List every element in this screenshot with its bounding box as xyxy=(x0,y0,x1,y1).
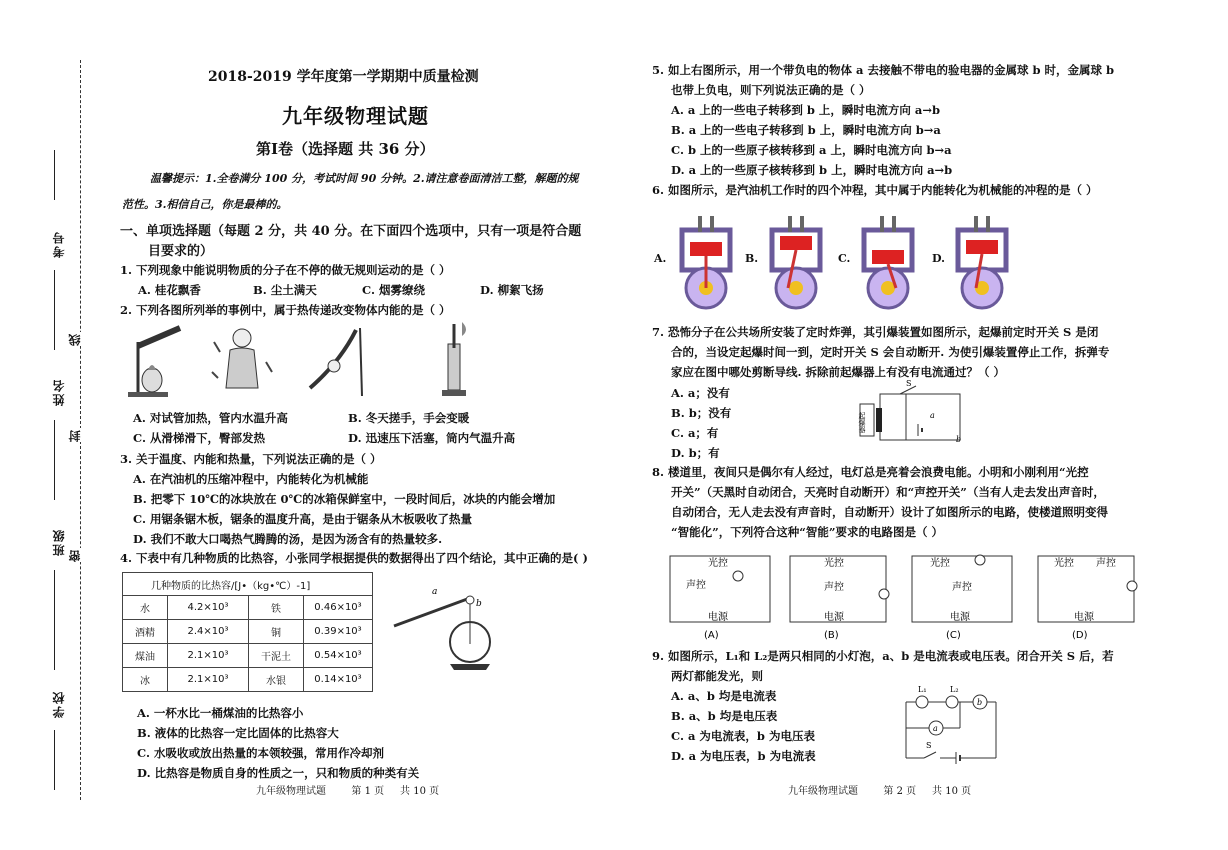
engine-stroke-b xyxy=(758,210,834,310)
question-3: 3. 关于温度、内能和热量，下列说法正确的是（ ） xyxy=(120,452,382,466)
q2-figure-d-piston xyxy=(432,320,476,400)
q4-option-c: C. 水吸收或放出热量的本领较强，常用作冷却剂 xyxy=(137,746,384,760)
q6-label-a: A. xyxy=(654,252,667,265)
question-6: 6. 如图所示，是汽油机工作时的四个冲程，其中属于内能转化为机械能的冲程的是（ ） xyxy=(652,183,1098,197)
label-power: 电源 xyxy=(824,612,844,623)
margin-xingming: 姓名 xyxy=(52,378,66,406)
label-light-control: 光控 xyxy=(708,558,728,569)
table-cell: 0.46×10³ xyxy=(304,596,373,620)
label-sound-control: 声控 xyxy=(952,582,972,593)
table-cell: 2.1×10³ xyxy=(168,668,249,692)
margin-kaohao: 考号 xyxy=(52,230,66,258)
question-9: 9. 如图所示，L₁和 L₂是两只相同的小灯泡，a、b 是电流表或电压表。闭合开关 S 后，若 xyxy=(652,649,1114,663)
label-option: (C) xyxy=(946,630,961,641)
table-cell: 水银 xyxy=(249,668,304,692)
label-b: b xyxy=(476,599,482,609)
label-option: (D) xyxy=(1072,630,1088,641)
question-8-cont-1: 开关”（天黑时自动闭合，天亮时自动断开）和“声控开关”（当有人走去发出声音时， xyxy=(671,485,1105,499)
q6-label-b: B. xyxy=(745,252,759,265)
q5-option-d: D. a 上的一些原子核转移到 b 上，瞬时电流方向 a→b xyxy=(671,163,953,177)
q2-option-d: D. 迅速压下活塞，筒内气温升高 xyxy=(348,431,516,445)
margin-xian: 线 xyxy=(68,332,82,346)
label-sound-control: 声控 xyxy=(824,582,844,593)
q1-option-c: C. 烟雾缭绕 xyxy=(362,283,425,297)
question-5-cont: 也带上负电，则下列说法正确的是（ ） xyxy=(671,83,871,97)
q2-option-a: A. 对试管加热，管内水温升高 xyxy=(133,411,288,425)
q1-option-a: A. 桂花飘香 xyxy=(138,283,201,297)
question-2: 2. 下列各图所列举的事例中，属于热传递改变物体内能的是（ ） xyxy=(120,303,451,317)
table-row xyxy=(123,596,373,620)
table-cell: 4.2×10³ xyxy=(168,596,249,620)
label-b: b xyxy=(977,698,983,707)
label-a: a xyxy=(933,724,938,733)
q9-option-b: B. a、b 均是电压表 xyxy=(671,709,778,723)
q3-option-c: C. 用锯条锯木板，锯条的温度升高，是由于锯条从木板吸收了热量 xyxy=(133,512,472,526)
label-b: b xyxy=(956,435,962,444)
question-9-cont: 两灯都能发光，则 xyxy=(671,669,763,683)
table-cell: 0.14×10³ xyxy=(304,668,373,692)
table-cell: 冰 xyxy=(123,668,168,692)
q8-circuit-a xyxy=(664,548,776,642)
question-5: 5. 如上右图所示，用一个带负电的物体 a 去接触不带电的验电器的金属球 b 时，金属球 b xyxy=(652,63,1115,77)
page-footer-2: 九年级物理试题 第 2 页 共 10 页 xyxy=(788,786,972,797)
electroscope-figure xyxy=(390,584,500,672)
q7-option-a: A. a；没有 xyxy=(671,386,730,400)
q3-option-d: D. 我们不敢大口喝热气腾腾的汤，是因为汤含有的热量较多. xyxy=(133,532,443,546)
table-header: 几种物质的比热容/[J•（kg•℃）-1] xyxy=(123,573,373,596)
q1-option-b: B. 尘土满天 xyxy=(253,283,317,297)
q6-label-c: C. xyxy=(838,252,851,265)
q3-option-a: A. 在汽油机的压缩冲程中，内能转化为机械能 xyxy=(133,472,369,486)
question-4: 4. 下表中有几种物质的比热容，小张同学根据提供的数据得出了四个结论，其中正确的是( ) xyxy=(120,551,588,565)
q2-option-c: C. 从滑梯滑下，臀部发热 xyxy=(133,431,265,445)
q9-circuit-figure xyxy=(900,682,1004,764)
page-footer-1: 九年级物理试题 第 1 页 共 10 页 xyxy=(256,786,440,797)
margin-feng: 封 xyxy=(68,428,82,442)
q9-option-a: A. a、b 均是电流表 xyxy=(671,689,777,703)
margin-xuexiao: 学校 xyxy=(52,690,66,718)
q1-option-d: D. 柳絮飞扬 xyxy=(480,283,544,297)
question-1: 1. 下列现象中能说明物质的分子在不停的做无规则运动的是（ ） xyxy=(120,263,451,277)
q5-option-a: A. a 上的一些电子转移到 b 上，瞬时电流方向 a→b xyxy=(671,103,941,117)
label-power: 电源 xyxy=(950,612,970,623)
q9-option-d: D. a 为电压表，b 为电流表 xyxy=(671,749,816,763)
engine-stroke-a xyxy=(668,210,744,310)
table-row xyxy=(123,668,373,692)
table-cell: 酒精 xyxy=(123,620,168,644)
label-a: a xyxy=(432,587,438,597)
bomb-circuit-figure xyxy=(856,380,966,450)
label-light-control: 光控 xyxy=(1054,558,1074,569)
q8-circuit-d xyxy=(1032,548,1144,642)
label-s: S xyxy=(906,380,912,388)
q8-circuit-c xyxy=(906,548,1018,642)
label-detonator: 起爆器 xyxy=(858,412,866,433)
table-cell: 0.54×10³ xyxy=(304,644,373,668)
q7-option-c: C. a；有 xyxy=(671,426,719,440)
question-8: 8. 楼道里，夜间只是偶尔有人经过，电灯总是亮着会浪费电能。小明和小刚利用“光控 xyxy=(652,465,1089,479)
q2-figure-a-test-tube-heating xyxy=(122,322,190,400)
table-cell: 水 xyxy=(123,596,168,620)
margin-line xyxy=(54,150,56,200)
label-power: 电源 xyxy=(708,612,728,623)
margin-mi: 密 xyxy=(68,548,82,562)
table-row xyxy=(123,644,373,668)
question-7-cont-1: 合的，当设定起爆时间一到，定时开关 S 会自动断开. 为使引爆装置停止工作，拆弹专 xyxy=(671,345,1110,359)
label-s: S xyxy=(926,741,932,750)
table-cell: 煤油 xyxy=(123,644,168,668)
section-subtitle: 第Ⅰ卷（选择题 共 36 分） xyxy=(256,140,435,158)
exam-header: 2018-2019 学年度第一学期期中质量检测 xyxy=(208,69,479,85)
margin-line xyxy=(54,730,56,790)
label-l2: L₂ xyxy=(950,685,959,694)
label-sound-control: 声控 xyxy=(1096,558,1116,569)
table-cell: 2.4×10³ xyxy=(168,620,249,644)
q5-option-b: B. a 上的一些电子转移到 b 上，瞬时电流方向 b→a xyxy=(671,123,941,137)
label-light-control: 光控 xyxy=(824,558,844,569)
engine-stroke-d xyxy=(944,210,1020,310)
q4-option-b: B. 液体的比热容一定比固体的比热容大 xyxy=(137,726,339,740)
question-8-cont-3: “智能化”，下列符合这种“智能”要求的电路图是（ ） xyxy=(671,525,943,539)
q9-option-c: C. a 为电流表，b 为电压表 xyxy=(671,729,815,743)
page-title: 九年级物理试题 xyxy=(282,104,429,128)
section-heading-cont: 目要求的） xyxy=(148,244,214,259)
question-7: 7. 恐怖分子在公共场所安装了定时炸弹，其引爆装置如图所示，起爆前定时开关 S 是闭 xyxy=(652,325,1099,339)
q2-option-b: B. 冬天搓手，手会变暖 xyxy=(348,411,470,425)
q2-figure-b-rubbing-hands xyxy=(206,322,276,400)
q7-option-b: B. b；没有 xyxy=(671,406,732,420)
margin-line xyxy=(54,270,56,350)
table-row xyxy=(123,620,373,644)
q2-figure-c-slide xyxy=(300,322,380,400)
table-cell: 铜 xyxy=(249,620,304,644)
label-option: (A) xyxy=(704,630,719,641)
q5-option-c: C. b 上的一些原子核转移到 a 上，瞬时电流方向 b→a xyxy=(671,143,952,157)
tip-line-1: 温馨提示：1.全卷满分 100 分，考试时间 90 分钟。2.请注意卷面清洁工整，解题的规 xyxy=(150,172,579,185)
tip-line-2: 范性。3.相信自己，你是最棒的。 xyxy=(122,198,288,211)
q3-option-b: B. 把零下 10℃的冰块放在 0℃的冰箱保鲜室中，一段时间后，冰块的内能会增加 xyxy=(133,492,556,506)
q8-circuit-b xyxy=(784,548,896,642)
engine-stroke-c xyxy=(850,210,926,310)
margin-banji: 班级 xyxy=(52,528,66,556)
table-cell: 0.39×10³ xyxy=(304,620,373,644)
q7-option-d: D. b；有 xyxy=(671,446,720,460)
label-a: a xyxy=(930,411,935,420)
label-light-control: 光控 xyxy=(930,558,950,569)
label-power: 电源 xyxy=(1074,612,1094,623)
margin-line xyxy=(54,570,56,670)
table-cell: 铁 xyxy=(249,596,304,620)
section-heading: 一、单项选择题（每题 2 分，共 40 分。在下面四个选项中，只有一项是符合题 xyxy=(120,224,582,239)
label-sound-control: 声控 xyxy=(686,580,706,591)
q6-label-d: D. xyxy=(932,252,945,265)
table-cell: 2.1×10³ xyxy=(168,644,249,668)
label-l1: L₁ xyxy=(918,685,927,694)
table-cell: 干泥土 xyxy=(249,644,304,668)
label-option: (B) xyxy=(824,630,839,641)
specific-heat-table xyxy=(122,572,373,692)
question-7-cont-2: 家应在图中哪处剪断导线. 拆除前起爆器上有没有电流通过？（ ） xyxy=(671,365,1006,379)
q4-option-d: D. 比热容是物质自身的性质之一，只和物质的种类有关 xyxy=(137,766,420,780)
q4-option-a: A. 一杯水比一桶煤油的比热容小 xyxy=(137,706,304,720)
question-8-cont-2: 自动闭合，无人走去没有声音时，自动断开）设计了如图所示的电路，使楼道照明变得 xyxy=(671,505,1108,519)
margin-line xyxy=(54,420,56,500)
